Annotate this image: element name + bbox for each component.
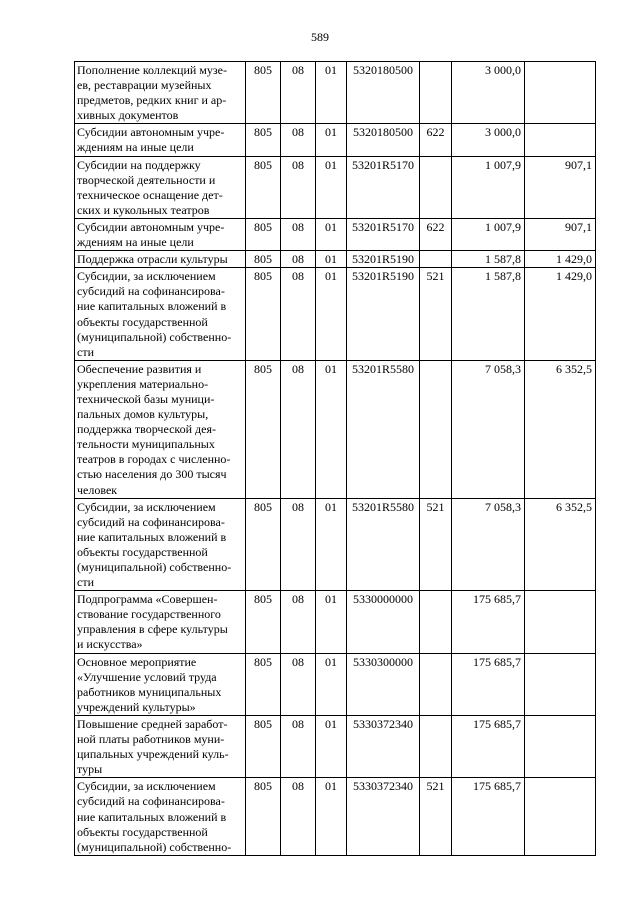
cell-section: 08 (281, 251, 316, 268)
cell-name-line: ждениям на иные цели (77, 235, 194, 250)
cell-expense-type (420, 591, 452, 653)
cell-section: 08 (281, 156, 316, 218)
cell-name-line: технической базы муници- (77, 391, 215, 406)
cell-name (75, 218, 246, 250)
cell-target-article: 53201R5190 (347, 268, 420, 361)
cell-department: 805 (246, 360, 281, 498)
cell-name-line: Поддержка отрасли культуры (77, 252, 228, 267)
cell-name-line: сти (77, 344, 94, 359)
table-row (75, 156, 596, 218)
cell-amount-2: 6 352,5 (525, 360, 596, 498)
cell-name-line: туры (77, 762, 103, 777)
cell-name (75, 498, 246, 591)
cell-subsection: 01 (316, 498, 347, 591)
cell-amount-2: 6 352,5 (525, 498, 596, 591)
cell-name-line: (муниципальной) собственно- (77, 329, 232, 344)
cell-name (75, 124, 246, 156)
cell-name-line: ждениям на иные цели (77, 140, 194, 155)
cell-target-article: 5330000000 (347, 591, 420, 653)
cell-subsection: 01 (316, 251, 347, 268)
cell-amount-2 (525, 62, 596, 124)
cell-target-article: 5330372340 (347, 715, 420, 777)
cell-name-line: творческой деятельности и (77, 172, 216, 187)
cell-department: 805 (246, 591, 281, 653)
cell-name-line: сти (77, 575, 94, 590)
cell-target-article: 5330372340 (347, 778, 420, 855)
cell-subsection: 01 (316, 156, 347, 218)
cell-amount-2: 1 429,0 (525, 268, 596, 361)
cell-section: 08 (281, 778, 316, 855)
cell-amount-1: 1 587,8 (452, 268, 525, 361)
cell-amount-1: 175 685,7 (452, 591, 525, 653)
table-row (75, 360, 596, 498)
table-row (75, 498, 596, 591)
cell-name-line: ствование государственного (77, 607, 221, 622)
cell-subsection: 01 (316, 268, 347, 361)
cell-section: 08 (281, 591, 316, 653)
table-row (75, 591, 596, 653)
cell-section: 08 (281, 360, 316, 498)
cell-name-line: «Улучшение условий труда (77, 669, 217, 684)
cell-name (75, 156, 246, 218)
cell-name-line: субсидий на софинансирова- (77, 284, 225, 299)
cell-name-line: Основное мероприятие (77, 654, 197, 669)
cell-name-line: объекты государственной (77, 544, 208, 559)
table-row (75, 251, 596, 268)
cell-name-line: субсидий на софинансирова- (77, 794, 225, 809)
cell-department: 805 (246, 251, 281, 268)
cell-department: 805 (246, 498, 281, 591)
cell-expense-type (420, 715, 452, 777)
table-row (75, 124, 596, 156)
cell-subsection: 01 (316, 218, 347, 250)
cell-amount-2: 907,1 (525, 218, 596, 250)
cell-name-line: Субсидии, за исключением (77, 499, 216, 514)
cell-name (75, 778, 246, 855)
cell-name-line: ной платы работников муни- (77, 732, 225, 747)
cell-amount-1: 175 685,7 (452, 715, 525, 777)
cell-department: 805 (246, 653, 281, 715)
cell-name-line: укрепления материально- (77, 376, 209, 391)
cell-expense-type: 521 (420, 498, 452, 591)
cell-expense-type: 622 (420, 218, 452, 250)
cell-department: 805 (246, 715, 281, 777)
table-row (75, 715, 596, 777)
cell-name-line: Субсидии, за исключением (77, 779, 216, 794)
cell-name-line: пальных домов культуры, (77, 407, 209, 422)
cell-name (75, 653, 246, 715)
cell-name-line: объекты государственной (77, 314, 208, 329)
cell-expense-type: 521 (420, 778, 452, 855)
cell-department: 805 (246, 62, 281, 124)
cell-name-line: учреждений культуры» (77, 699, 196, 714)
cell-name-line: (муниципальной) собственно- (77, 839, 232, 854)
cell-expense-type (420, 62, 452, 124)
cell-subsection: 01 (316, 778, 347, 855)
cell-name (75, 268, 246, 361)
cell-name-line: Субсидии автономным учре- (77, 219, 225, 234)
cell-name-line: Обеспечение развития и (77, 361, 202, 376)
cell-target-article: 5330300000 (347, 653, 420, 715)
cell-expense-type (420, 251, 452, 268)
cell-name-line: ципальных учреждений куль- (77, 747, 229, 762)
cell-department: 805 (246, 124, 281, 156)
cell-expense-type: 521 (420, 268, 452, 361)
cell-name-line: объекты государственной (77, 824, 208, 839)
cell-amount-2: 1 429,0 (525, 251, 596, 268)
cell-name-line: тельности муниципальных (77, 437, 215, 452)
cell-subsection: 01 (316, 360, 347, 498)
cell-amount-1: 7 058,3 (452, 360, 525, 498)
cell-expense-type (420, 156, 452, 218)
cell-name-line: управления в сфере культуры (77, 622, 228, 637)
cell-target-article: 53201R5580 (347, 360, 420, 498)
cell-name (75, 251, 246, 268)
cell-target-article: 53201R5170 (347, 156, 420, 218)
cell-expense-type (420, 360, 452, 498)
table-row (75, 62, 596, 124)
cell-amount-1: 3 000,0 (452, 124, 525, 156)
cell-name-line: предметов, редких книг и ар- (77, 93, 227, 108)
cell-amount-2 (525, 653, 596, 715)
cell-name-line: человек (77, 482, 118, 497)
cell-name-line: ев, реставрации музейных (77, 78, 212, 93)
cell-amount-2 (525, 124, 596, 156)
cell-expense-type: 622 (420, 124, 452, 156)
cell-amount-2 (525, 591, 596, 653)
cell-subsection: 01 (316, 715, 347, 777)
cell-target-article: 53201R5190 (347, 251, 420, 268)
table-row (75, 218, 596, 250)
cell-department: 805 (246, 268, 281, 361)
cell-name (75, 62, 246, 124)
cell-name-line: поддержка творческой дея- (77, 422, 216, 437)
cell-department: 805 (246, 218, 281, 250)
cell-name-line: (муниципальной) собственно- (77, 560, 232, 574)
budget-table (74, 61, 596, 856)
cell-section: 08 (281, 218, 316, 250)
cell-expense-type (420, 653, 452, 715)
cell-amount-1: 175 685,7 (452, 653, 525, 715)
cell-amount-1: 3 000,0 (452, 62, 525, 124)
cell-name-line: ских и кукольных театров (77, 202, 210, 217)
cell-name-line: Субсидии на поддержку (77, 157, 201, 172)
cell-name (75, 715, 246, 777)
cell-section: 08 (281, 124, 316, 156)
table-row (75, 653, 596, 715)
cell-section: 08 (281, 653, 316, 715)
cell-name-line: техническое оснащение дет- (77, 187, 223, 202)
cell-name-line: ние капитальных вложений в (77, 529, 227, 544)
cell-name-line: Подпрограмма «Совершен- (77, 592, 218, 607)
cell-name-line: Субсидии, за исключением (77, 269, 216, 284)
cell-amount-1: 1 007,9 (452, 156, 525, 218)
cell-name-line: Пополнение коллекций музе- (77, 63, 227, 77)
cell-amount-1: 1 587,8 (452, 251, 525, 268)
cell-name-line: стью населения до 300 тысяч (77, 467, 227, 482)
cell-subsection: 01 (316, 591, 347, 653)
cell-subsection: 01 (316, 653, 347, 715)
cell-name-line: субсидий на софинансирова- (77, 514, 225, 529)
cell-amount-1: 175 685,7 (452, 778, 525, 855)
cell-name-line: ние капитальных вложений в (77, 299, 227, 314)
cell-name (75, 360, 246, 498)
cell-name-line: и искусства» (77, 637, 143, 652)
cell-amount-2 (525, 778, 596, 855)
cell-subsection: 01 (316, 124, 347, 156)
cell-name-line: хивных документов (77, 108, 179, 123)
cell-section: 08 (281, 715, 316, 777)
page-number: 589 (311, 30, 329, 44)
table-row (75, 268, 596, 361)
table-row (75, 778, 596, 855)
cell-department: 805 (246, 778, 281, 855)
cell-amount-1: 7 058,3 (452, 498, 525, 591)
cell-target-article: 53201R5580 (347, 498, 420, 591)
cell-section: 08 (281, 268, 316, 361)
cell-subsection: 01 (316, 62, 347, 124)
cell-amount-2: 907,1 (525, 156, 596, 218)
cell-section: 08 (281, 62, 316, 124)
cell-amount-1: 1 007,9 (452, 218, 525, 250)
cell-name-line: театров в городах с численно- (77, 452, 231, 467)
cell-target-article: 53201R5170 (347, 218, 420, 250)
cell-name-line: Субсидии автономным учре- (77, 125, 225, 140)
cell-name-line: ние капитальных вложений в (77, 809, 227, 824)
cell-name-line: Повышение средней заработ- (77, 716, 228, 731)
cell-section: 08 (281, 498, 316, 591)
cell-amount-2 (525, 715, 596, 777)
cell-department: 805 (246, 156, 281, 218)
cell-name (75, 591, 246, 653)
cell-target-article: 5320180500 (347, 62, 420, 124)
cell-name-line: работников муниципальных (77, 684, 222, 699)
cell-target-article: 5320180500 (347, 124, 420, 156)
